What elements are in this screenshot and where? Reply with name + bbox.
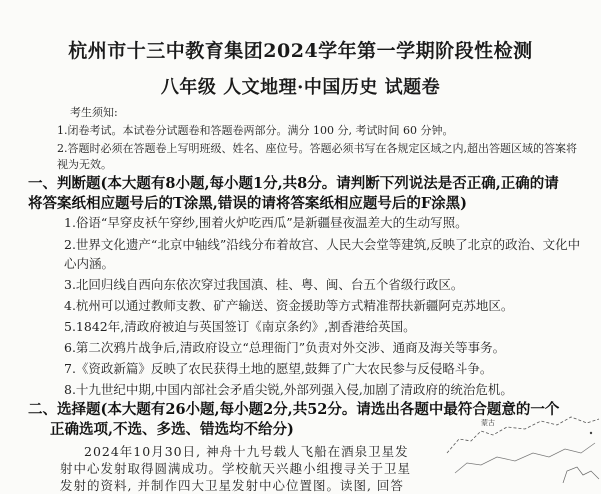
notice-item: 1.闭卷考试。本试卷分试题卷和答题卷两部分。满分 100 分, 考试时间 60 分钟。: [57, 124, 454, 137]
question-8: 8.十九世纪中期,中国内部社会矛盾尖锐,外部列强入侵,加剧了清政府的统治危机。: [64, 382, 513, 397]
question-7: 7.《资政新篇》反映了农民获得土地的愿望,鼓舞了广大农民参与反侵略斗争。: [64, 361, 493, 376]
china-map-figure: [445, 413, 601, 483]
notice-item: 2.答题时必须在答题卷上写明班级、姓名、座位号。答题必须书写在各规定区域之内,超出答题区域的答案将: [57, 142, 577, 155]
question-2: 2.世界文化遗产“北京中轴线”沿线分布着故宫、人民大会堂等建筑,反映了北京的政治、文化中: [64, 237, 581, 252]
question-3: 3.北回归线自西向东依次穿过我国滇、桂、粤、闽、台五个省级行政区。: [64, 277, 464, 292]
exam-subtitle: 八年级 人文地理·中国历史 试题卷: [160, 77, 441, 98]
passage-line: 射中心发射取得圆满成功。学校航天兴趣小组搜寻关于卫星: [60, 461, 412, 476]
question-5: 5.1842年,清政府被迫与英国签订《南京条约》,割香港给英国。: [64, 319, 416, 334]
section1-heading: 将答案纸相应题号后的T涂黑,错误的请将答案纸相应题号后的F涂黑): [28, 195, 467, 212]
passage-line: 2024年10月30日, 神舟十九号载人飞船在酒泉卫星发: [84, 444, 409, 459]
map-label-mongolia: 蒙古: [481, 419, 495, 427]
section1-heading: 一、判断题(本大题有8小题,每小题1分,共8分。请判断下列说法是否正确,正确的请: [28, 175, 559, 192]
question-2-cont: 心内涵。: [64, 256, 115, 271]
notice-item: 视为无效。: [57, 158, 112, 171]
question-1: 1.俗语“早穿皮袄午穿纱,围着火炉吃西瓜”是新疆昼夜温差大的生动写照。: [64, 215, 468, 230]
notice-heading: 考生须知:: [70, 106, 118, 119]
exam-title: 杭州市十三中教育集团2024学年第一学期阶段性检测: [68, 40, 533, 62]
section2-heading: 正确选项,不选、多选、错选均不给分): [50, 421, 294, 438]
question-6: 6.第二次鸦片战争后,清政府设立“总理衙门”负责对外交涉、通商及海关等事务。: [64, 340, 506, 355]
question-4: 4.杭州可以通过教师支教、矿产输送、资金援助等方式精准帮扶新疆阿克苏地区。: [64, 298, 514, 313]
passage-line: 发射的资料, 并制作四大卫星发射中心位置图。读图, 回答: [60, 478, 404, 493]
section2-heading: 二、选择题(本大题有26小题,每小题2分,共52分。请选出各题中最符合题意的一个: [28, 401, 560, 418]
